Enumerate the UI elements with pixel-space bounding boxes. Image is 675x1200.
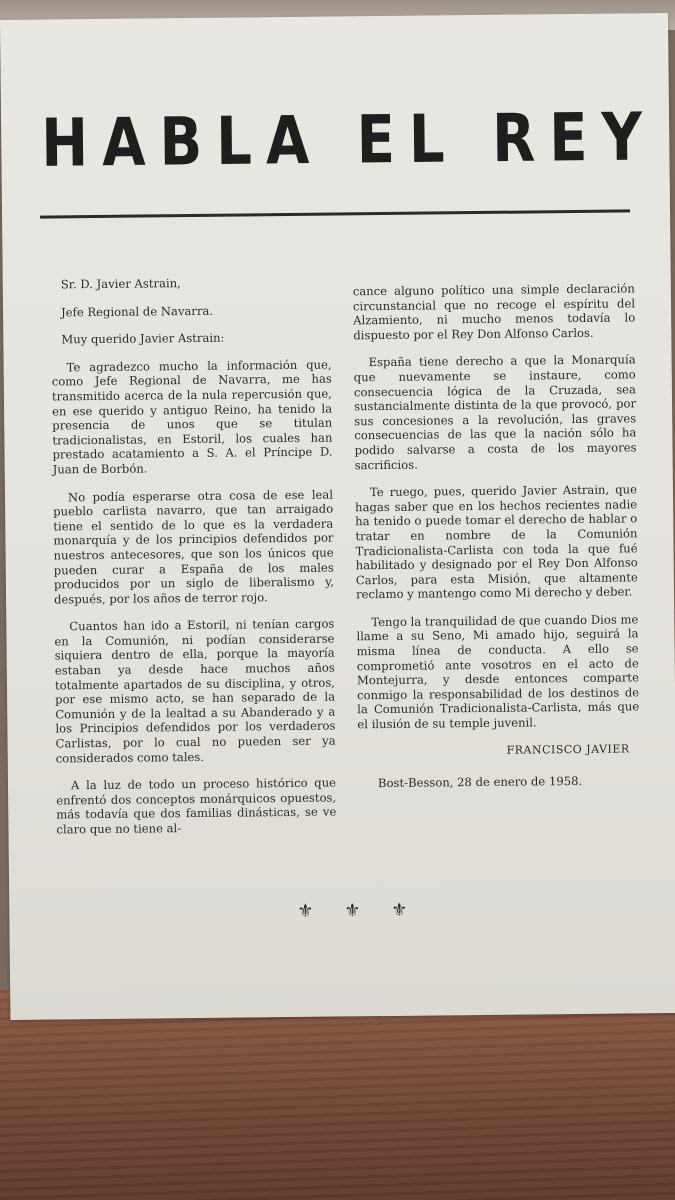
salutation: Muy querido Javier Astrain: <box>61 330 225 347</box>
fleur-de-lis-icon: ⚜ <box>391 899 408 921</box>
paragraph: Te ruego, pues, querido Javier Astrain, que hagas saber que en los hechos recientes nadie ha tenido o puede tomar el derecho de hablar o tratar en nombre de la Comunión Tradicionalista-Carlista con toda la que fué habilitado y designado por el Rey Don Alfonso Carlos, para esta Misión, que altamente reclamo y mantengo como Mi derecho y deber. <box>355 482 638 602</box>
paragraph: No podía esperarse otra cosa de ese leal pueblo carlista navarro, que tan arraigado tiene el sentido de lo que es la verdadera monarquía y de los principios defendidos por nuestros antecesores, que son los únicos que pueden curar a España de los males producidos por un siglo de liberalismo y, después, por los años de terror rojo. <box>53 487 334 607</box>
paragraph: cance alguno político una simple declaración circunstancial que no recoge el espíritu del Alzamiento, ni mucho menos todavía lo dispuesto por el Rey Don Alfonso Carlos. <box>352 281 636 343</box>
paragraph: Te agradezco mucho la información que, como Jefe Regional de Navarra, me has transmitido acerca de la nula repercusión que, en ese querido y antiguo Reino, ha tenido la presencia de unos que se titulan tradicionalistas, en Estoril, los cuales han prestado acatamiento a S. A. el Príncipe D. Juan de Borbón. <box>51 357 333 477</box>
addressee-title: Jefe Regional de Navarra. <box>60 303 214 319</box>
addressee-name: Sr. D. Javier Astrain, <box>60 276 181 292</box>
ornament <box>297 900 407 922</box>
fleur-de-lis-icon: ⚜ <box>297 900 314 922</box>
title-rule <box>40 209 630 218</box>
leaflet-title: HABLA EL REY <box>40 99 657 183</box>
signature: FRANCISCO JAVIER <box>506 742 630 757</box>
paragraph: Cuantos han ido a Estoril, ni tenían cargos en la Comunión, ni podían considerarse siquiera dentro de ella, porque la mayoría estaban ya desde hace muchos años totalmente apartados de su disciplina, y otros, por ese mismo acto, se han separado de la Comunión y de la lealtad a su Abanderado y a los Principios defendidos por los verdaderos Carlistas, por lo cual no pueden ser ya considerados como tales. <box>54 616 336 766</box>
right-column <box>353 281 640 804</box>
paragraph: España tiene derecho a que la Monarquía que nuevamente se instaure, como consecuencia lógica de la Cruzada, sea sustancialmente distinta de la que provocó, por sus concesiones a la revolución, las graves consecuencias de las que la nación sólo ha podido salvarse a costa de los mayores sacrificios. <box>353 352 637 472</box>
place-date: Bost-Besson, 28 de enero de 1958. <box>377 774 583 791</box>
left-column <box>51 275 337 850</box>
paragraph: A la luz de todo un proceso histórico que enfrentó dos conceptos monárquicos opuestos, más todavía que dos familias dinásticas, se ve claro que no tiene al- <box>56 775 337 837</box>
fleur-de-lis-icon: ⚜ <box>344 900 361 922</box>
wooden-surface <box>0 990 675 1200</box>
printed-leaflet <box>0 13 675 1020</box>
paragraph: Tengo la tranquilidad de que cuando Dios me llame a su Seno, Mi amado hijo, seguirá la misma línea de conducta. A ello se comprometió ante vosotros en el acto de Montejurra, y desde entonces comparte conmigo la responsabilidad de los destinos de la Comunión Tradicionalista-Carlista, más que el ilusión de su temple juvenil. <box>356 612 640 732</box>
